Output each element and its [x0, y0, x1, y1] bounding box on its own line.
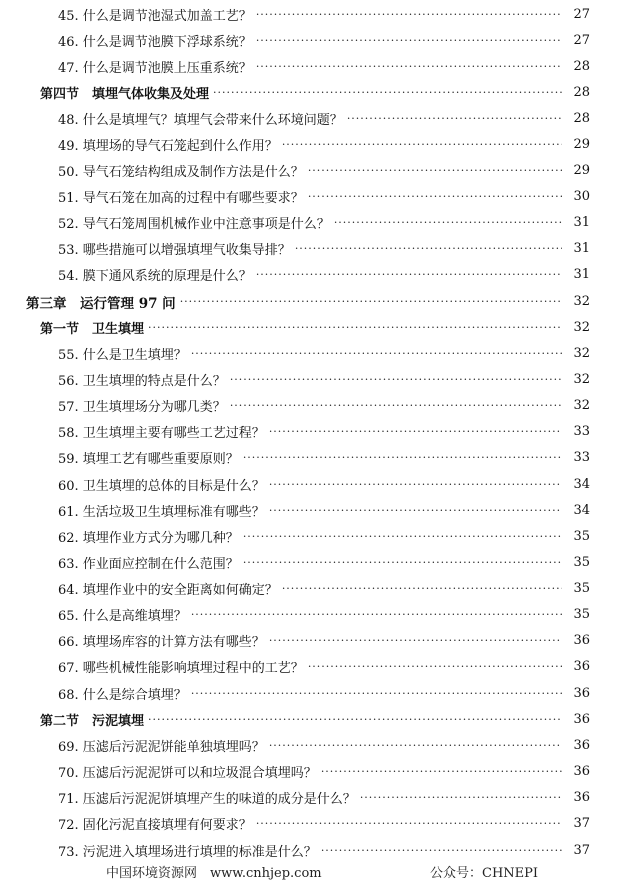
toc-entry-label: 47. 什么是调节池膜上压重系统？: [58, 61, 252, 76]
toc-question-entry: [0, 681, 617, 706]
dot-leader: [191, 609, 562, 620]
toc-entry-page-number: 28: [573, 59, 590, 74]
toc-entry-page-number: 31: [573, 215, 590, 230]
toc-entry-label: 62. 填埋作业方式分为哪几种？: [58, 531, 239, 546]
toc-entry-label: 66. 填埋场库容的计算方法有哪些？: [58, 635, 265, 650]
toc-entry-label: 69. 压滤后污泥泥饼能单独填埋吗？: [58, 740, 265, 755]
dot-leader: [282, 583, 562, 594]
toc-question-entry: [0, 28, 617, 53]
toc-question-entry: [0, 759, 617, 784]
dot-leader: [360, 792, 562, 803]
dot-leader: [191, 348, 562, 359]
toc-entry-label: 67. 哪些机械性能影响填埋过程中的工艺？: [58, 661, 304, 676]
toc-entry-page-number: 29: [573, 137, 590, 152]
toc-chapter-entry: [0, 289, 617, 314]
dot-leader: [243, 557, 562, 568]
toc-question-entry: [0, 785, 617, 810]
dot-leader: [308, 165, 562, 176]
toc-entry-label: 48. 什么是填埋气？填埋气会带来什么环境问题？: [58, 113, 343, 128]
toc-question-entry: [0, 472, 617, 497]
toc-entry-label: 63. 作业面应控制在什么范围？: [58, 557, 239, 572]
dot-leader: [180, 296, 562, 307]
footer-wechat-text: 公众号：CHNEPI: [430, 866, 539, 881]
toc-entry-label: 56. 卫生填埋的特点是什么？: [58, 374, 226, 389]
toc-entry-label: 51. 导气石笼在加高的过程中有哪些要求？: [58, 191, 304, 206]
dot-leader: [191, 688, 562, 699]
dot-leader: [308, 661, 562, 672]
toc-question-entry: [0, 419, 617, 444]
dot-leader: [243, 452, 562, 463]
toc-entry-page-number: 36: [573, 686, 590, 701]
toc-section-entry: [0, 80, 617, 105]
dot-leader: [243, 531, 562, 542]
dot-leader: [148, 322, 562, 333]
toc-question-entry: [0, 654, 617, 679]
toc-entry-page-number: 35: [573, 581, 590, 596]
toc-entry-label: 68. 什么是综合填埋？: [58, 688, 187, 703]
toc-question-entry: [0, 341, 617, 366]
dot-leader: [256, 269, 562, 280]
toc-entry-label: 第一节 卫生填埋: [40, 322, 145, 337]
toc-question-entry: [0, 811, 617, 836]
toc-question-entry: [0, 445, 617, 470]
dot-leader: [269, 635, 562, 646]
toc-question-entry: [0, 262, 617, 287]
toc-entry-label: 第二节 污泥填埋: [40, 714, 145, 729]
toc-question-entry: [0, 838, 617, 863]
toc-question-entry: [0, 733, 617, 758]
toc-entry-page-number: 27: [573, 33, 590, 48]
toc-entry-page-number: 37: [573, 843, 590, 858]
toc-entry-label: 53. 哪些措施可以增强填埋气收集导排？: [58, 243, 291, 258]
toc-entry-page-number: 33: [573, 424, 590, 439]
dot-leader: [148, 714, 562, 725]
dot-leader: [256, 35, 562, 46]
toc-entry-page-number: 31: [573, 241, 590, 256]
toc-entry-page-number: 37: [573, 816, 590, 831]
toc-entry-page-number: 36: [573, 712, 590, 727]
dot-leader: [256, 9, 562, 20]
toc-question-entry: [0, 524, 617, 549]
toc-entry-page-number: 36: [573, 790, 590, 805]
toc-entry-page-number: 32: [573, 294, 590, 309]
toc-entry-label: 71. 压滤后污泥泥饼填埋产生的味道的成分是什么？: [58, 792, 356, 807]
toc-question-entry: [0, 367, 617, 392]
toc-question-entry: [0, 236, 617, 261]
toc-entry-label: 第四节 填埋气体收集及处理: [40, 87, 210, 102]
toc-entry-page-number: 36: [573, 764, 590, 779]
toc-entry-page-number: 33: [573, 450, 590, 465]
toc-question-entry: [0, 498, 617, 523]
toc-question-entry: [0, 2, 617, 27]
dot-leader: [269, 479, 562, 490]
toc-entry-label: 61. 生活垃圾卫生填埋标准有哪些？: [58, 505, 265, 520]
toc-entry-label: 57. 卫生填埋场分为哪几类？: [58, 400, 226, 415]
toc-question-entry: [0, 184, 617, 209]
toc-entry-page-number: 36: [573, 659, 590, 674]
toc-entry-label: 45. 什么是调节池湿式加盖工艺？: [58, 9, 252, 24]
toc-entry-page-number: 35: [573, 607, 590, 622]
toc-entry-page-number: 36: [573, 738, 590, 753]
toc-entry-page-number: 35: [573, 555, 590, 570]
toc-entry-page-number: 36: [573, 633, 590, 648]
toc-entry-page-number: 32: [573, 398, 590, 413]
dot-leader: [256, 818, 562, 829]
toc-entry-label: 55. 什么是卫生填埋？: [58, 348, 187, 363]
toc-entry-page-number: 31: [573, 267, 590, 282]
toc-entry-label: 73. 污泥进入填埋场进行填埋的标准是什么？: [58, 845, 317, 860]
dot-leader: [213, 87, 562, 98]
dot-leader: [256, 61, 562, 72]
dot-leader: [230, 400, 562, 411]
toc-entry-page-number: 29: [573, 163, 590, 178]
toc-question-entry: [0, 106, 617, 131]
toc-entry-page-number: 27: [573, 7, 590, 22]
toc-entry-page-number: 34: [573, 503, 590, 518]
dot-leader: [269, 426, 562, 437]
toc-question-entry: [0, 54, 617, 79]
toc-section-entry: [0, 315, 617, 340]
toc-entry-label: 60. 卫生填埋的总体的目标是什么？: [58, 479, 265, 494]
toc-entry-page-number: 34: [573, 477, 590, 492]
toc-entry-label: 52. 导气石笼周围机械作业中注意事项是什么？: [58, 217, 330, 232]
dot-leader: [321, 766, 562, 777]
toc-question-entry: [0, 210, 617, 235]
toc-question-entry: [0, 602, 617, 627]
dot-leader: [269, 740, 562, 751]
toc-entry-label: 64. 填埋作业中的安全距离如何确定？: [58, 583, 278, 598]
toc-entry-page-number: 32: [573, 372, 590, 387]
toc-question-entry: [0, 550, 617, 575]
toc-entry-label: 59. 填埋工艺有哪些重要原则？: [58, 452, 239, 467]
toc-entry-label: 72. 固化污泥直接填埋有何要求？: [58, 818, 252, 833]
toc-question-entry: [0, 628, 617, 653]
toc-entry-page-number: 32: [573, 320, 590, 335]
toc-entry-label: 54. 膜下通风系统的原理是什么？: [58, 269, 252, 284]
toc-entry-label: 58. 卫生填埋主要有哪些工艺过程？: [58, 426, 265, 441]
dot-leader: [269, 505, 562, 516]
toc-question-entry: [0, 158, 617, 183]
toc-entry-page-number: 28: [573, 111, 590, 126]
toc-section-entry: [0, 707, 617, 732]
toc-question-entry: [0, 576, 617, 601]
dot-leader: [308, 191, 562, 202]
toc-entry-label: 70. 压滤后污泥泥饼可以和垃圾混合填埋吗？: [58, 766, 317, 781]
dot-leader: [282, 139, 562, 150]
toc-entry-label: 46. 什么是调节池膜下浮球系统？: [58, 35, 252, 50]
toc-entry-page-number: 28: [573, 85, 590, 100]
dot-leader: [230, 374, 562, 385]
dot-leader: [321, 845, 562, 856]
toc-entry-label: 50. 导气石笼结构组成及制作方法是什么？: [58, 165, 304, 180]
toc-entry-page-number: 30: [573, 189, 590, 204]
dot-leader: [295, 243, 562, 254]
dot-leader: [347, 113, 562, 124]
toc-entry-label: 49. 填埋场的导气石笼起到什么作用？: [58, 139, 278, 154]
toc-question-entry: [0, 393, 617, 418]
dot-leader: [334, 217, 562, 228]
page-footer: [0, 862, 617, 884]
toc-entry-page-number: 32: [573, 346, 590, 361]
footer-site-text: 中国环境资源网 www.cnhjep.com: [106, 866, 322, 881]
toc-entry-page-number: 35: [573, 529, 590, 544]
toc-question-entry: [0, 132, 617, 157]
toc-entry-label: 第三章 运行管理 97 问: [26, 295, 176, 312]
toc-entry-label: 65. 什么是高维填埋？: [58, 609, 187, 624]
